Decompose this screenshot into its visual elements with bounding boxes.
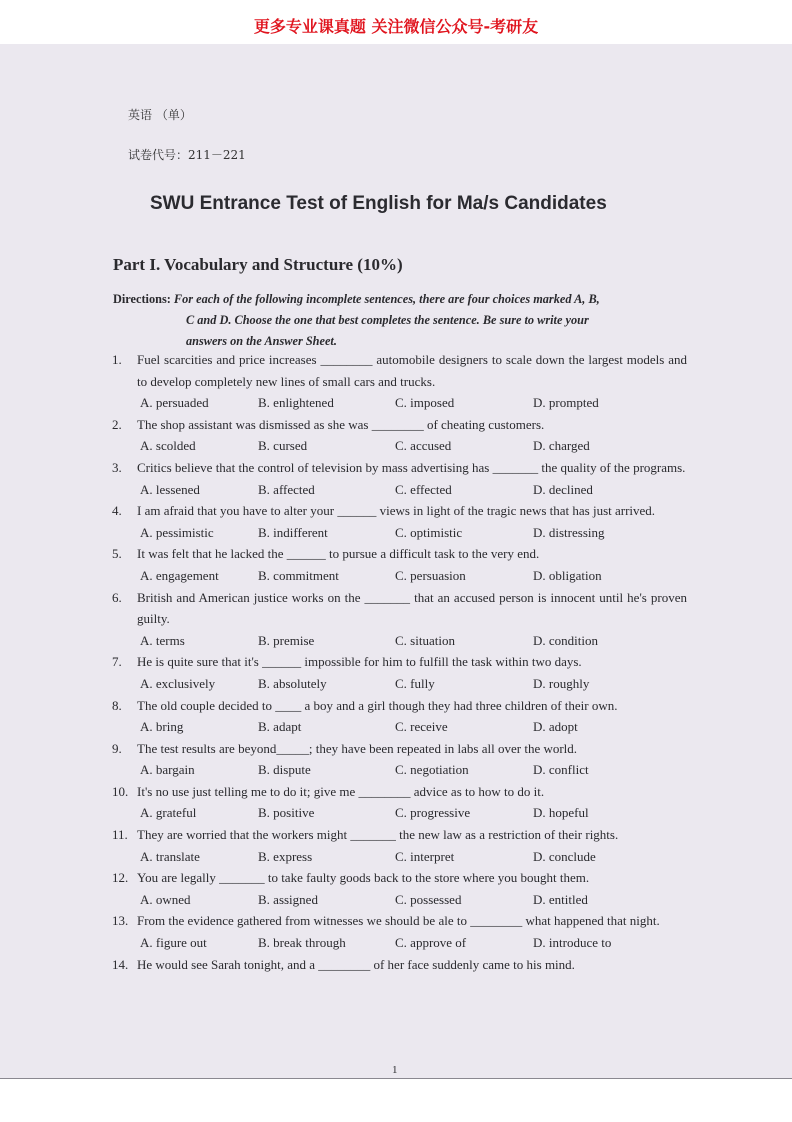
answer-option: B. affected xyxy=(258,481,315,497)
question-number: 1. xyxy=(112,352,122,367)
answer-option: B. enlightened xyxy=(258,395,334,411)
question-item xyxy=(112,954,687,976)
directions-label: Directions: xyxy=(113,292,171,306)
option-row xyxy=(112,565,687,587)
answer-option: C. accused xyxy=(395,438,452,454)
answer-option: D. obligation xyxy=(533,567,602,583)
answer-option: B. break through xyxy=(258,935,346,951)
option-row xyxy=(112,846,687,868)
answer-option: D. roughly xyxy=(533,675,590,691)
part-heading: Part I. Vocabulary and Structure (10%) xyxy=(113,255,403,274)
answer-option: C. receive xyxy=(395,719,448,735)
answer-option: C. possessed xyxy=(395,891,462,907)
question-text: It's no use just telling me to do it; give me ________ advice as to how to do it. xyxy=(137,783,545,799)
answer-option: A. grateful xyxy=(140,805,197,821)
directions-line3: answers on the Answer Sheet. xyxy=(186,334,337,348)
answer-option: B. cursed xyxy=(258,438,308,454)
question-item xyxy=(112,867,687,889)
option-row xyxy=(112,802,687,824)
question-number: 14. xyxy=(112,956,129,972)
question-number: 7. xyxy=(112,654,122,670)
answer-option: D. charged xyxy=(533,438,590,454)
question-item xyxy=(112,910,687,932)
answer-option: C. persuasion xyxy=(395,567,466,583)
answer-option: C. interpret xyxy=(395,848,455,864)
question-list xyxy=(112,349,687,975)
question-text: You are legally _______ to take faulty goods back to the store where you bought them. xyxy=(137,870,590,886)
question-text: From the evidence gathered from witnesses we should be ale to ________ what happened that night. xyxy=(137,913,660,929)
answer-option: C. approve of xyxy=(395,935,467,951)
answer-option: D. hopeful xyxy=(533,805,589,821)
answer-option: C. optimistic xyxy=(395,524,463,540)
question-item xyxy=(112,651,687,673)
answer-option: A. persuaded xyxy=(140,395,209,411)
answer-option: A. scolded xyxy=(140,438,196,454)
answer-option: B. premise xyxy=(258,632,315,648)
answer-option: A. bring xyxy=(140,719,184,735)
question-item xyxy=(112,738,687,760)
question-number: 11. xyxy=(112,827,128,843)
question-text: Fuel scarcities and price increases ________ automobile designers to scale down the largest models and to develop completely new lines of small cars and trucks. xyxy=(137,352,687,389)
answer-option: C. fully xyxy=(395,675,435,691)
answer-option: A. lessened xyxy=(140,481,200,497)
answer-option: A. exclusively xyxy=(140,675,216,691)
option-row xyxy=(112,759,687,781)
option-row xyxy=(112,392,687,414)
promo-banner: 更多专业课真题 关注微信公众号-考研友 xyxy=(253,17,539,36)
question-number: 6. xyxy=(112,589,122,605)
question-text: British and American justice works on the _______ that an accused person is innocent until he's proven guilty. xyxy=(137,589,687,627)
question-number: 3. xyxy=(112,459,122,475)
option-row xyxy=(112,673,687,695)
paper-code: 试卷代号：211－221 xyxy=(128,148,246,162)
answer-option: D. adopt xyxy=(533,719,578,735)
question-item xyxy=(112,349,687,392)
question-text: The old couple decided to ____ a boy and a girl though they had three children of their own. xyxy=(137,697,618,713)
question-text: It was felt that he lacked the ______ to pursue a difficult task to the very end. xyxy=(137,546,540,562)
question-number: 8. xyxy=(112,697,122,713)
answer-option: D. declined xyxy=(533,481,593,497)
answer-option: A. engagement xyxy=(140,567,219,583)
question-item xyxy=(112,457,687,479)
question-number: 9. xyxy=(112,740,122,756)
answer-option: A. bargain xyxy=(140,762,195,778)
question-item xyxy=(112,587,687,630)
question-text: The test results are beyond_____; they have been repeated in labs all over the world. xyxy=(137,740,578,756)
question-item xyxy=(112,500,687,522)
question-text: Critics believe that the control of television by mass advertising has _______ the quality of the programs. xyxy=(137,459,686,475)
answer-option: A. terms xyxy=(140,632,185,648)
answer-option: A. translate xyxy=(140,848,200,864)
option-row xyxy=(112,716,687,738)
option-row xyxy=(112,932,687,954)
answer-option: B. adapt xyxy=(258,719,302,735)
answer-option: C. imposed xyxy=(395,395,455,411)
answer-option: B. assigned xyxy=(258,891,318,907)
directions xyxy=(113,289,688,352)
question-item xyxy=(112,781,687,803)
answer-option: A. pessimistic xyxy=(140,524,214,540)
question-text: They are worried that the workers might _______ the new law as a restriction of their rights. xyxy=(137,827,619,843)
question-item xyxy=(112,824,687,846)
page-number: 1 xyxy=(392,1064,398,1076)
question-number: 10. xyxy=(112,783,129,799)
question-number: 2. xyxy=(112,416,122,432)
question-number: 13. xyxy=(112,913,129,929)
question-item xyxy=(112,414,687,436)
answer-option: B. express xyxy=(258,848,313,864)
question-text: The shop assistant was dismissed as she was ________ of cheating customers. xyxy=(137,416,545,432)
question-number: 5. xyxy=(112,546,122,562)
answer-option: C. progressive xyxy=(395,805,471,821)
answer-option: D. entitled xyxy=(533,891,588,907)
question-item xyxy=(112,695,687,717)
directions-line2: C and D. Choose the one that best completes the sentence. Be sure to write your xyxy=(186,313,589,327)
question-item xyxy=(112,543,687,565)
option-row xyxy=(112,522,687,544)
answer-option: D. condition xyxy=(533,632,598,648)
answer-option: D. introduce to xyxy=(533,935,612,951)
answer-option: B. positive xyxy=(258,805,315,821)
answer-option: C. negotiation xyxy=(395,762,469,778)
question-text: He is quite sure that it's ______ impossible for him to fulfill the task within two days. xyxy=(137,654,582,670)
answer-option: D. conflict xyxy=(533,762,589,778)
answer-option: C. effected xyxy=(395,481,452,497)
answer-option: D. distressing xyxy=(533,524,605,540)
subject-label: 英语 （单） xyxy=(128,108,192,122)
answer-option: B. commitment xyxy=(258,567,339,583)
question-number: 4. xyxy=(112,503,122,519)
answer-option: B. indifferent xyxy=(258,524,328,540)
option-row xyxy=(112,479,687,501)
question-number: 12. xyxy=(112,870,129,886)
answer-option: D. conclude xyxy=(533,848,596,864)
answer-option: A. owned xyxy=(140,891,191,907)
directions-line1: For each of the following incomplete sentences, there are four choices marked A, B, xyxy=(173,292,600,306)
exam-title: SWU Entrance Test of English for Ma/s Candidates xyxy=(150,193,607,214)
answer-option: A. figure out xyxy=(140,935,207,951)
answer-option: B. absolutely xyxy=(258,675,327,691)
answer-option: C. situation xyxy=(395,632,455,648)
answer-option: D. prompted xyxy=(533,395,599,411)
option-row xyxy=(112,630,687,652)
question-text: He would see Sarah tonight, and a ________ of her face suddenly came to his mind. xyxy=(137,956,575,972)
answer-option: B. dispute xyxy=(258,762,311,778)
question-text: I am afraid that you have to alter your ______ views in light of the tragic news that has just arrived. xyxy=(137,503,656,519)
option-row xyxy=(112,889,687,911)
option-row xyxy=(112,435,687,457)
